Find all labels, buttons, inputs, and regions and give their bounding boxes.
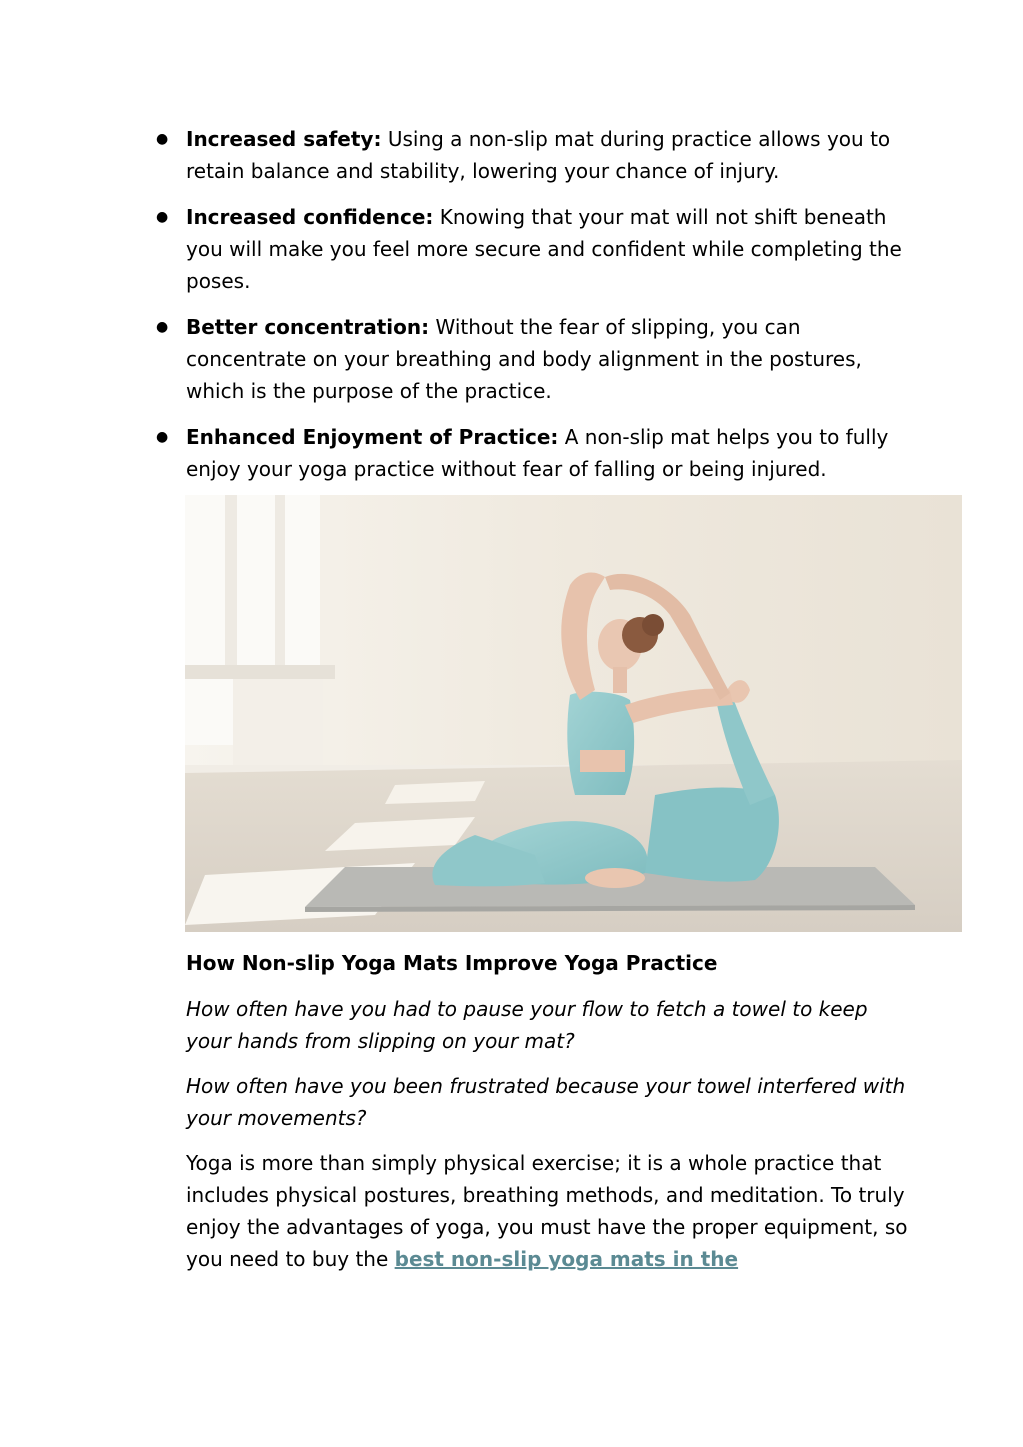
list-item: [156, 201, 916, 297]
section-heading: How Non-slip Yoga Mats Improve Yoga Practice: [186, 951, 718, 975]
question-paragraph: How often have you been frustrated because your towel interfered with your movements?: [186, 1074, 906, 1130]
question-paragraph: How often have you had to pause your flow to fetch a towel to keep your hands from slipping on your mat?: [186, 997, 868, 1053]
wall-niche: [233, 679, 323, 774]
benefit-label: Enhanced Enjoyment of Practice:: [186, 425, 559, 449]
benefit-text: Using a non-slip mat during practice allows you to retain balance and stability, lowering your chance of injury.: [186, 127, 891, 183]
best-yoga-mats-link[interactable]: best non-slip yoga mats in the: [394, 1247, 739, 1271]
yoga-photo-illustration: [185, 495, 962, 932]
benefits-list: [156, 123, 916, 499]
benefit-label: Increased safety:: [186, 127, 382, 151]
benefit-label: Better concentration:: [186, 315, 430, 339]
bullet-icon: ●: [156, 131, 169, 147]
window-sill: [185, 665, 335, 679]
figure-foot: [585, 868, 645, 888]
list-item: [156, 123, 916, 187]
window-frame: [275, 495, 285, 670]
benefit-text: Knowing that your mat will not shift beneath you will make you feel more secure and confident while completing the poses.: [186, 205, 902, 293]
bullet-icon: ●: [156, 429, 169, 445]
list-item: [156, 311, 916, 407]
yoga-pose-photo: [185, 495, 962, 932]
figure-midriff: [580, 750, 625, 772]
bullet-icon: ●: [156, 319, 169, 335]
figure-torso: [567, 692, 634, 795]
list-item: [156, 421, 916, 485]
benefit-text: Without the fear of slipping, you can concentrate on your breathing and body alignment in the postures, which is the purpose of the practice.: [186, 315, 862, 403]
body-paragraph: [186, 1147, 916, 1275]
figure-hair-bun: [642, 614, 664, 636]
benefit-text: A non-slip mat helps you to fully enjoy your yoga practice without fear of falling or being injured.: [186, 425, 889, 481]
figure-neck: [613, 667, 627, 693]
window-frame: [225, 495, 237, 670]
body-paragraph-text: Yoga is more than simply physical exercise; it is a whole practice that includes physical postures, breathing methods, and meditation. To truly enjoy the advantages of yoga, you must have the proper equipment, so you need to buy the: [186, 1151, 908, 1271]
figure-back-leg: [645, 788, 779, 882]
bullet-icon: ●: [156, 209, 169, 225]
benefit-label: Increased confidence:: [186, 205, 434, 229]
